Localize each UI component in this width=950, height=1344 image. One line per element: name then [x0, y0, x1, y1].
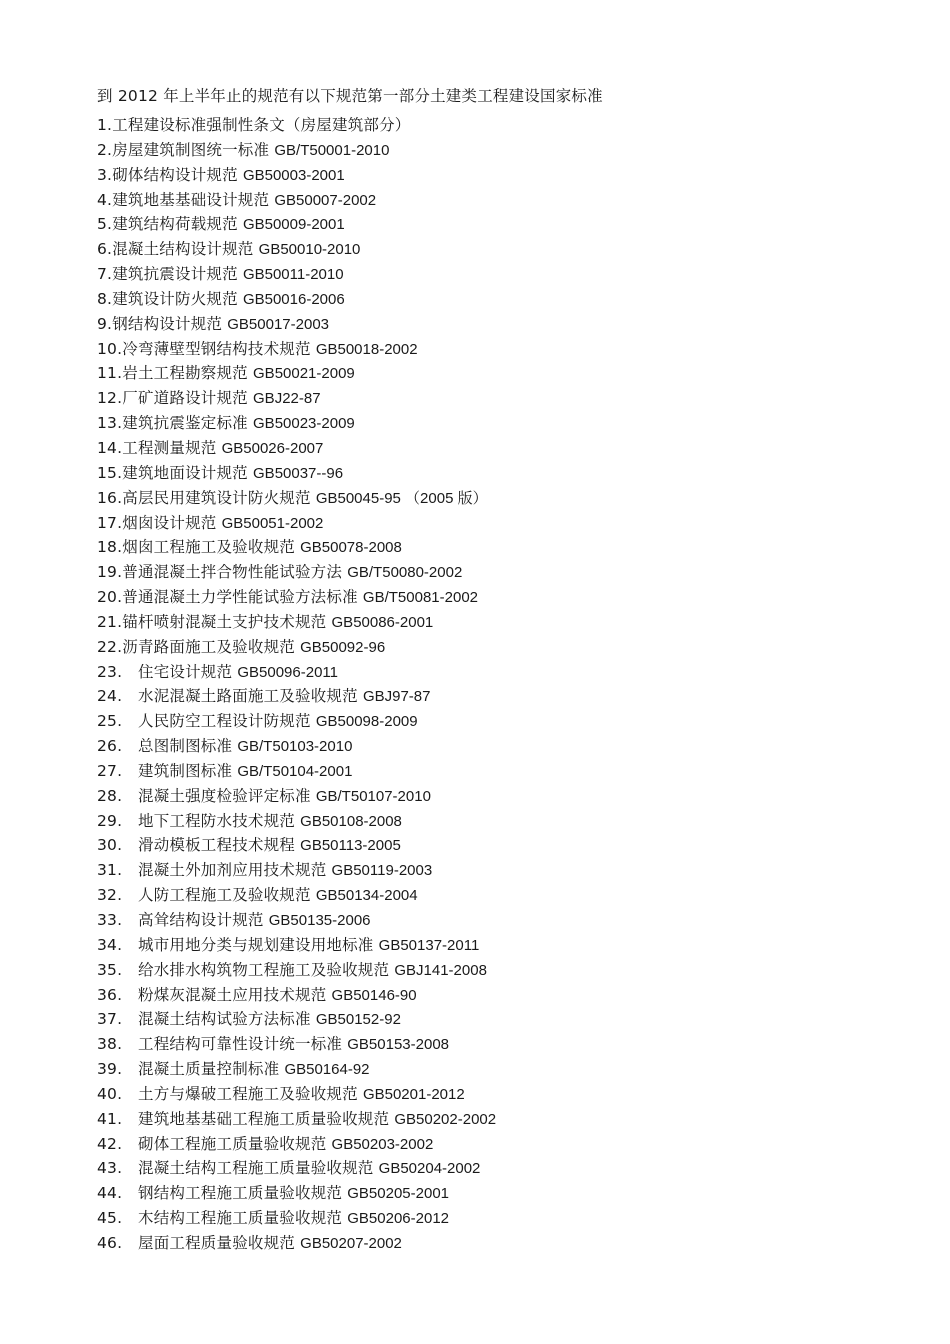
item-number: 15.	[97, 463, 123, 482]
item-number: 23.	[97, 662, 123, 681]
standard-name: 房屋建筑制图统一标准	[112, 140, 270, 159]
list-item	[97, 734, 496, 759]
item-number: 11.	[97, 364, 123, 383]
standard-code: GB50205-2001	[347, 1185, 449, 1203]
standard-name: 土方与爆破工程施工及验收规范	[138, 1084, 358, 1103]
item-number: 16.	[97, 488, 123, 507]
list-item	[97, 933, 496, 958]
standard-code: GB50037--96	[253, 464, 344, 482]
item-number: 35.	[97, 960, 123, 979]
item-number: 26.	[97, 737, 123, 756]
item-number: 29.	[97, 811, 123, 830]
standard-name: 滑动模板工程技术规程	[138, 836, 296, 855]
item-number: 46.	[97, 1233, 123, 1252]
list-item	[97, 188, 496, 213]
standard-name: 混凝土结构试验方法标准	[138, 1010, 311, 1029]
list-item	[97, 511, 496, 536]
list-item	[97, 386, 496, 411]
standard-code: GB50018-2002	[315, 340, 418, 358]
standard-name: 高层民用建筑设计防火规范	[122, 488, 311, 507]
list-item	[97, 784, 496, 809]
list-item	[97, 1032, 496, 1057]
item-number: 12.	[97, 389, 123, 408]
list-item	[97, 212, 496, 237]
standard-name: 人防工程施工及验收规范	[138, 886, 311, 905]
standard-name: 住宅设计规范	[138, 662, 233, 681]
standard-code: GB50011-2010	[242, 266, 344, 284]
standard-code: GB50146-90	[331, 986, 417, 1004]
item-number: 6.	[97, 240, 113, 259]
standard-name: 建筑地基基础工程施工质量验收规范	[138, 1109, 390, 1128]
standard-code: GB50010-2010	[258, 241, 361, 259]
standard-name: 建筑地面设计规范	[122, 463, 248, 482]
standard-name: 建筑抗震鉴定标准	[122, 414, 248, 433]
list-item	[97, 361, 496, 386]
standards-list	[97, 113, 496, 1256]
list-item	[97, 635, 496, 660]
standard-code: GBJ22-87	[253, 390, 321, 408]
item-number: 10.	[97, 339, 123, 358]
list-item	[97, 858, 496, 883]
list-item	[97, 560, 496, 585]
standard-code: GB/T50104-2001	[237, 762, 353, 780]
standard-code: GB50003-2001	[242, 166, 345, 184]
list-item	[97, 610, 496, 635]
item-number: 19.	[97, 563, 123, 582]
standard-name: 城市用地分类与规划建设用地标准	[138, 935, 374, 954]
list-item	[97, 486, 496, 511]
item-number: 40.	[97, 1084, 123, 1103]
item-number: 7.	[97, 265, 113, 284]
standard-code: GB50202-2002	[394, 1110, 497, 1128]
item-number: 38.	[97, 1035, 123, 1054]
list-item	[97, 809, 496, 834]
standard-name: 砌体结构设计规范	[112, 165, 238, 184]
standard-code: GB50113-2005	[300, 837, 401, 855]
list-item	[97, 237, 496, 262]
item-number: 4.	[97, 190, 113, 209]
standard-name: 建筑设计防火规范	[112, 289, 238, 308]
standard-name: 混凝土外加剂应用技术规范	[138, 861, 327, 880]
standard-code: GB50135-2006	[268, 912, 371, 929]
standard-name: 混凝土质量控制标准	[138, 1060, 280, 1079]
list-item	[97, 262, 496, 287]
item-number: 8.	[97, 289, 113, 308]
item-number: 37.	[97, 1010, 123, 1029]
item-number: 13.	[97, 414, 123, 433]
item-number: 27.	[97, 761, 123, 780]
list-item	[97, 883, 496, 908]
standard-name: 工程建设标准强制性条文（房屋建筑部分）	[112, 116, 411, 134]
item-number: 5.	[97, 215, 113, 234]
standard-code: GB50023-2009	[253, 415, 355, 433]
standard-name: 高耸结构设计规范	[138, 911, 264, 929]
item-number: 44.	[97, 1184, 123, 1203]
standard-name: 建筑地基基础设计规范	[112, 190, 270, 209]
list-item	[97, 709, 496, 734]
standard-name: 砌体工程施工质量验收规范	[138, 1134, 327, 1153]
standard-name: 普通混凝土拌合物性能试验方法	[122, 563, 343, 582]
standard-name: 水泥混凝土路面施工及验收规范	[138, 687, 358, 706]
item-number: 31.	[97, 861, 123, 880]
item-number: 9.	[97, 314, 113, 333]
item-number: 43.	[97, 1159, 123, 1178]
standard-code: GB50009-2001	[242, 216, 345, 234]
standard-name: 地下工程防水技术规范	[138, 811, 296, 830]
list-item	[97, 113, 496, 138]
item-number: 39.	[97, 1060, 123, 1079]
standard-code: GB50108-2008	[300, 812, 402, 830]
standard-code: GB/T50080-2002	[347, 564, 463, 582]
standard-code: GB50153-2008	[347, 1036, 449, 1054]
list-item	[97, 1107, 496, 1132]
standard-name: 沥青路面施工及验收规范	[122, 637, 295, 656]
item-number: 30.	[97, 836, 123, 855]
standard-code: GBJ97-87	[362, 688, 431, 706]
item-number: 20.	[97, 588, 123, 607]
list-item	[97, 585, 496, 610]
list-item	[97, 983, 496, 1008]
item-number: 24.	[97, 687, 123, 706]
standard-code: GB/T50001-2010	[274, 141, 390, 159]
standard-code: GB50045-95 （2005 版）	[315, 489, 488, 507]
standard-name: 工程测量规范	[122, 438, 217, 457]
standard-name: 普通混凝土力学性能试验方法标准	[122, 588, 358, 607]
standard-name: 冷弯薄壁型钢结构技术规范	[122, 339, 311, 358]
list-item	[97, 908, 496, 933]
standard-code: GB50164-92	[284, 1061, 370, 1079]
item-number: 1.	[97, 116, 113, 134]
standard-name: 混凝土强度检验评定标准	[138, 786, 311, 805]
standard-code: GB50092-96	[300, 638, 386, 656]
standard-name: 钢结构设计规范	[112, 314, 223, 333]
standard-code: GB/T50103-2010	[237, 738, 353, 756]
standard-code: GB50204-2002	[378, 1160, 481, 1178]
list-item	[97, 1181, 496, 1206]
list-item	[97, 958, 496, 983]
list-item	[97, 1206, 496, 1231]
item-number: 28.	[97, 786, 123, 805]
standard-code: GB50207-2002	[300, 1234, 402, 1252]
standard-code: GB50201-2012	[362, 1085, 465, 1103]
item-number: 3.	[97, 165, 113, 184]
list-item	[97, 833, 496, 858]
item-number: 25.	[97, 712, 123, 731]
list-item	[97, 163, 496, 188]
item-number: 18.	[97, 538, 123, 557]
list-item	[97, 411, 496, 436]
list-item	[97, 312, 496, 337]
item-number: 21.	[97, 612, 123, 631]
standard-code: GB50021-2009	[253, 365, 355, 383]
standard-code: GB50098-2009	[315, 713, 418, 731]
standard-name: 建筑结构荷载规范	[112, 215, 238, 234]
standard-code: GB50203-2002	[331, 1135, 434, 1153]
standard-name: 工程结构可靠性设计统一标准	[138, 1035, 343, 1054]
standard-name: 给水排水构筑物工程施工及验收规范	[138, 960, 390, 979]
standard-code: GB/T50081-2002	[362, 589, 478, 607]
item-number: 42.	[97, 1134, 123, 1153]
list-item	[97, 436, 496, 461]
item-number: 32.	[97, 886, 123, 905]
list-item	[97, 287, 496, 312]
list-item	[97, 1132, 496, 1157]
standard-code: GB50016-2006	[242, 290, 345, 308]
standard-name: 厂矿道路设计规范	[122, 389, 248, 408]
standard-name: 屋面工程质量验收规范	[138, 1233, 296, 1252]
list-item	[97, 337, 496, 362]
list-item	[97, 461, 496, 486]
item-number: 34.	[97, 935, 123, 954]
standard-code: GB50026-2007	[221, 439, 324, 457]
standard-name: 建筑制图标准	[138, 761, 233, 780]
standard-name: 人民防空工程设计防规范	[138, 712, 311, 731]
item-number: 36.	[97, 985, 123, 1004]
item-number: 17.	[97, 513, 123, 532]
standard-name: 岩土工程勘察规范	[122, 364, 248, 383]
standard-name: 混凝土结构工程施工质量验收规范	[138, 1159, 374, 1178]
list-item	[97, 1156, 496, 1181]
standard-code: GB50007-2002	[274, 191, 377, 209]
list-item	[97, 138, 496, 163]
standard-code: GB50078-2008	[300, 539, 402, 557]
standard-name: 锚杆喷射混凝土支护技术规范	[122, 612, 327, 631]
list-item	[97, 759, 496, 784]
standard-code: GB50119-2003	[331, 862, 433, 880]
standard-name: 钢结构工程施工质量验收规范	[138, 1184, 343, 1203]
list-item	[97, 535, 496, 560]
standard-name: 粉煤灰混凝土应用技术规范	[138, 985, 327, 1004]
item-number: 33.	[97, 911, 123, 929]
item-number: 22.	[97, 637, 123, 656]
standard-code: GB50137-2011	[378, 936, 480, 954]
standard-name: 总图制图标准	[138, 737, 233, 756]
standard-code: GB50086-2001	[331, 613, 434, 631]
list-item	[97, 660, 496, 685]
list-item	[97, 1082, 496, 1107]
item-number: 14.	[97, 438, 123, 457]
document-title: 到 2012 年上半年止的规范有以下规范第一部分土建类工程建设国家标准	[97, 87, 603, 105]
item-number: 2.	[97, 140, 113, 159]
standard-code: GB50206-2012	[347, 1210, 449, 1228]
standard-name: 建筑抗震设计规范	[112, 265, 238, 284]
list-item	[97, 1057, 496, 1082]
list-item	[97, 684, 496, 709]
standard-code: GB50096-2011	[237, 663, 338, 681]
list-item	[97, 1231, 496, 1256]
standard-code: GB50051-2002	[221, 514, 324, 532]
list-item	[97, 1007, 496, 1032]
standard-code: GB50152-92	[315, 1011, 401, 1029]
standard-name: 混凝土结构设计规范	[112, 240, 254, 259]
standard-code: GB/T50107-2010	[315, 787, 431, 805]
standard-code: GB50134-2004	[315, 887, 418, 905]
standard-code: GB50017-2003	[227, 315, 329, 333]
standard-code: GBJ141-2008	[394, 961, 487, 979]
standard-name: 烟囱设计规范	[122, 513, 217, 532]
item-number: 45.	[97, 1209, 123, 1228]
standard-name: 木结构工程施工质量验收规范	[138, 1209, 343, 1228]
item-number: 41.	[97, 1109, 123, 1128]
standard-name: 烟囱工程施工及验收规范	[122, 538, 295, 557]
